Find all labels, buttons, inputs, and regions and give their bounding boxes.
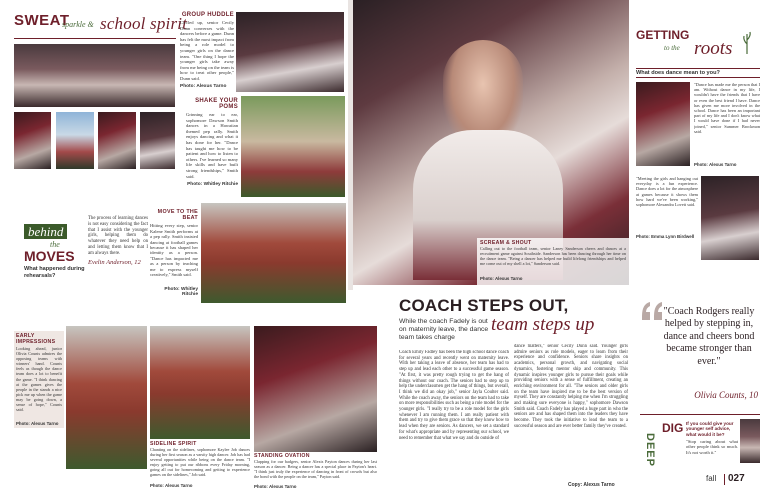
coach-headline-main: COACH STEPS OUT, bbox=[399, 296, 569, 315]
sideline-spirit-photo bbox=[150, 326, 250, 439]
behind-the-moves-box bbox=[24, 224, 84, 282]
team-group-photo bbox=[14, 44, 175, 107]
roots-quote-2 bbox=[636, 176, 698, 256]
title-underline bbox=[14, 38, 176, 39]
behind-label: behind bbox=[24, 224, 67, 239]
dig-deeper-box bbox=[640, 414, 760, 492]
early-impressions-head: EARLY IMPRESSIONS bbox=[16, 333, 56, 345]
folio-divider bbox=[724, 474, 725, 485]
coach-copy-credit: Copy: Alexus Tarno bbox=[568, 482, 615, 488]
early-impressions-photo bbox=[66, 326, 147, 469]
roots-quote-1-text: "Dance has made me the person that I am. Without dance in my life, I wouldn't have the friends that I have or even the best friend I have. Dance has given me more involved in the school. Dance has been an important part of my life and I don't know what I would have done if I had never joined," senior Summer Brockmon said. bbox=[694, 82, 760, 134]
scream-and-shout-text: Calling out to the football team, senior Laney Sanderson cheers and dances at a recruitment game against Southside. Sanderson has been dancing through her time on the dance team. "Being a dancer has helped me build lifelong friendships and helped me come out of my shell a lot," Sanderson said. bbox=[480, 246, 626, 266]
dancer-photo-1 bbox=[14, 112, 51, 169]
shake-your-poms-head: SHAKE YOUR POMS bbox=[195, 98, 238, 110]
move-to-the-beat-caption bbox=[150, 209, 198, 303]
the-label: the bbox=[50, 240, 60, 249]
behind-question: What happened during rehearsals? bbox=[24, 266, 85, 279]
roots-quote-2-text: "Meeting the girls and hanging out everyday is a fun experience. Dance does a lot for the atmosphere at games because it shows them how hard we've been working," sophomore Alexandra Lovett said. bbox=[636, 176, 698, 208]
group-huddle-caption bbox=[180, 12, 234, 96]
dig-word: DIG bbox=[662, 421, 684, 435]
roots-photo-2 bbox=[701, 176, 759, 260]
standing-ovation-head: STANDING OVATION bbox=[254, 453, 310, 459]
roots-quote-2-credit: Photo: Emma Lynn Birdwell bbox=[636, 234, 695, 239]
sideline-spirit-credit: Photo: Alexus Tarno bbox=[150, 483, 193, 488]
roots-quote-1 bbox=[694, 82, 760, 172]
move-to-the-beat-photo bbox=[201, 203, 346, 303]
early-impressions-credit: Photo: Alexus Tarno bbox=[16, 421, 59, 426]
sideline-spirit-text: Chanting on the sidelines, sophomore Kaylee Job dances during her first season as a varsity high dancer. Job has had several opportunities while being on the dance team. "I enjoy getting to put our ribbons every Friday morning, going all out for homecoming and getting to experience games on the sidelines," Job said. bbox=[150, 447, 250, 477]
behind-quote-signature: Evelin Anderson, 12 bbox=[88, 258, 141, 266]
standing-ovation-credit: Photo: Alexus Tarno bbox=[254, 484, 297, 489]
dig-deeper-answer: "Stop caring about what other people think so much. It's not worth it." bbox=[686, 439, 738, 455]
standing-ovation-text: Clapping for our badgers, senior Alexis Payton dances during her last season as a dancer. Being a dancer has a special place in Payton's heart. "I think just truly the experience of dancing in front of crowds but also the bond with the people on the team," Payton said. bbox=[254, 459, 377, 479]
pull-quote-signature: Olivia Counts, 10 bbox=[694, 390, 758, 400]
move-to-the-beat-text: Hitting every step, senior Kalene Smith performs at a pep rally. Smith insisted dancing at football games because it has shaped her identity as a person. "Dance has impacted me as a person by teaching me to express myself creatively," Smith said. bbox=[150, 223, 198, 278]
roots-quote-1-credit: Photo: Alexus Tarno bbox=[694, 162, 737, 167]
shake-your-poms-caption bbox=[186, 98, 238, 190]
getting-word: GETTING bbox=[636, 28, 690, 42]
folio-section: fall bbox=[706, 474, 717, 483]
scream-and-shout-credit: Photo: Alexus Tarno bbox=[480, 276, 523, 281]
sideline-spirit-head: SIDELINE SPIRIT bbox=[150, 441, 197, 447]
sideline-spirit-caption bbox=[150, 441, 250, 491]
standing-ovation-photo bbox=[254, 326, 377, 452]
move-to-the-beat-head: MOVE TO THE BEAT bbox=[157, 209, 198, 222]
folio bbox=[706, 473, 760, 487]
title-sparkle: sparkle & bbox=[62, 20, 94, 29]
roots-question: What does dance mean to you? bbox=[636, 70, 720, 76]
shake-your-poms-text: Grinning ear to ear, sophomore Dawson Smith dances in a Hawaiian themed pep rally. Smith enjoys dancing and what it has done for her. "Dance has taught me how to be patient and how to listen to others. I've learned so many life skills and have built strong friendships," Smith said. bbox=[186, 112, 238, 179]
folio-page: 027 bbox=[728, 473, 745, 484]
title-school-spirit: school spirit bbox=[100, 14, 188, 33]
deep-word: DEEP bbox=[644, 433, 656, 467]
group-huddle-text: Circled up, senior Cecily Dunn converses with the dancers before a game. Dunn has felt the most impact from being a role model to younger girls on the dance team. "One thing I hope the younger girls take away from me being on the team is how to treat other people," Dunn said. bbox=[180, 20, 234, 81]
early-impressions-text: Looking ahead, junior Olivia Counts admires the opposing teams with winners' hand. Counts feels as though the dance team does a lot to benefit the game. "I think dancing at the games gives the people in the stands a nice pick me up when the game may be going down, a sense of hope," Counts said. bbox=[16, 346, 62, 413]
coach-deck: While the coach Fadely is out on maternity leave, the dance team takes charge bbox=[399, 318, 489, 341]
moves-label: MOVES bbox=[24, 248, 75, 264]
pull-quote-text: "Coach Rodgers really helped by stepping in, dance and cheers bond became stronger than ever." bbox=[663, 306, 755, 367]
early-impressions-caption bbox=[14, 331, 64, 428]
group-huddle-head: GROUP HUDDLE bbox=[181, 12, 234, 18]
roots-leaf-icon bbox=[742, 30, 752, 54]
dancer-photo-4 bbox=[140, 112, 175, 169]
scream-and-shout-caption bbox=[477, 238, 629, 288]
coach-column-1: Coach Emily Fadley has been the high school dance coach for several years and recently went on maternity leave. With her taking a leave of absence, her team has had to step up and lead each other to a successful game season. "At first, it was pretty rough trying to get the hang of things without our coach. The seniors had to step up to help the underclassmen get the hang of things, but overall, I think we did an okay job," senior Jayla Coulter said. While the coach away, the seniors on the team had to take on more responsibilities such as being a role model for the younger girls. "I really try to be a role model for the girls whenever I am running them. I am really patient with them and try to give them grace so that they know how to lead when they are seniors. As dancers, we set a standard for what's appropriate and by representing our school, we need to remember that what we say and do outside of bbox=[399, 350, 509, 441]
behind-quote-text: The process of learning dances is not easy considering the fact that I assist with the younger girls, helping them do whatever they need help on and letting them know that I am always there. bbox=[88, 216, 148, 256]
roots-word: roots bbox=[694, 38, 733, 59]
coach-headline-script: team steps up bbox=[491, 314, 595, 335]
dig-deeper-question: If you could give your younger self advice, what would it be? bbox=[686, 421, 734, 437]
standing-ovation-caption bbox=[254, 453, 377, 493]
dig-deeper-photo bbox=[740, 419, 760, 463]
roots-question-bar bbox=[636, 68, 760, 78]
shake-your-poms-credit: Photo: Whitley Ritchie bbox=[187, 182, 238, 187]
coach-column-2: dance matters," senior Cecily Dunn said. Younger girls admire seniors as role models, eager to learn from their experience and confidence. Seniors share insights on academics, personal growth, and navigating social dynamics, fostering mentor ship and community. This dynamic inspires younger girls to pursue their goals while providing seniors with a sense of fulfillment, creating an enriching environment for all. "The seniors and older girls on the team have inspired me to be the best version of myself. They are constantly helping me when I'm struggling and making sure everyone is happy," sophomore Dawson Smith said. Coach Fadely has played a huge part in who the seniors are and has shaped them into the leaders they have become. They took the initiative to lead the team to a successful season and are ever better family they've created. bbox=[514, 344, 628, 429]
scream-and-shout-head: SCREAM & SHOUT bbox=[480, 240, 532, 246]
group-huddle-photo bbox=[236, 12, 344, 92]
dancer-photo-3 bbox=[98, 112, 136, 169]
dancer-photo-2 bbox=[56, 112, 94, 169]
shake-your-poms-photo bbox=[241, 96, 345, 197]
group-huddle-credit: Photo: Alexus Tarno bbox=[180, 84, 227, 89]
roots-photo-1 bbox=[636, 82, 690, 166]
to-the-word: to the bbox=[664, 44, 680, 52]
move-to-the-beat-credit: Photo: Whitley Ritchie bbox=[164, 287, 198, 298]
title-sweat: SWEAT bbox=[14, 12, 70, 29]
behind-quote bbox=[88, 216, 148, 296]
